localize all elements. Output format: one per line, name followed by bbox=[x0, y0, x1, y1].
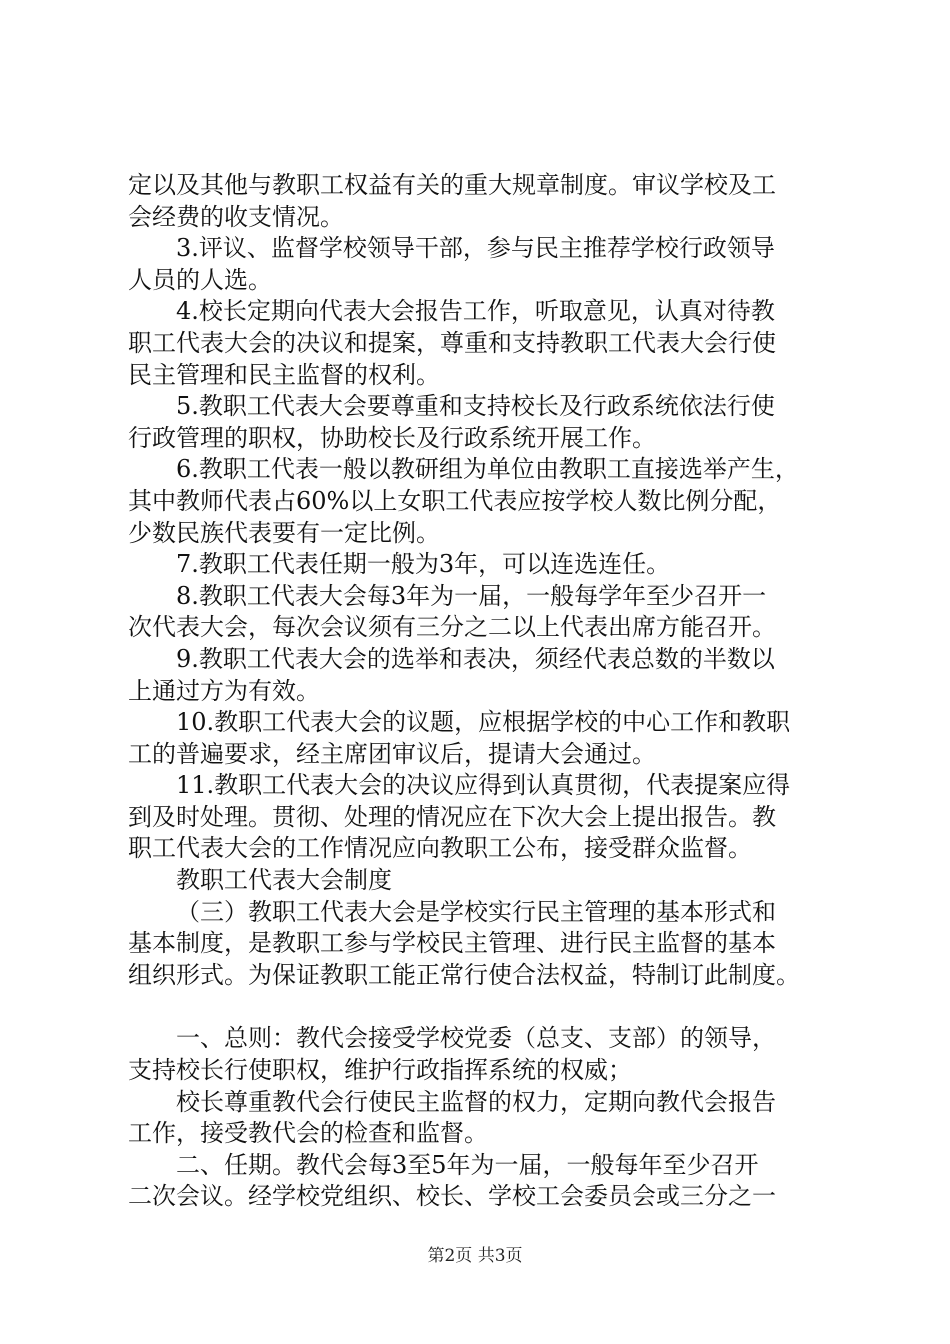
text-line-25: 基本制度，是教职工参与学校民主管理、进行民主监督的基本 bbox=[128, 929, 776, 958]
text-line-18: 10.教职工代表大会的议题，应根据学校的中心工作和教职 bbox=[176, 708, 791, 737]
text-line-2: 会经费的收支情况。 bbox=[128, 202, 344, 231]
paragraph-gap bbox=[128, 991, 848, 1023]
text-line-24: （三）教职工代表大会是学校实行民主管理的基本形式和 bbox=[176, 897, 776, 926]
text-line-32: 二次会议。经学校党组织、校长、学校工会委员会或三分之一 bbox=[128, 1182, 776, 1211]
text-line-28: 支持校长行使职权，维护行政指挥系统的权威； bbox=[128, 1056, 632, 1085]
text-line-26: 组织形式。为保证教职工能正常行使合法权益，特制订此制度。 bbox=[128, 960, 800, 989]
text-line-14: 8.教职工代表大会每3年为一届，一般每学年至少召开一 bbox=[176, 581, 767, 610]
text-line-6: 职工代表大会的决议和提案，尊重和支持教职工代表大会行使 bbox=[128, 328, 776, 357]
text-line-4: 人员的人选。 bbox=[128, 265, 272, 294]
text-line-31: 二、任期。教代会每3至5年为一届，一般每年至少召开 bbox=[176, 1150, 759, 1179]
text-line-7: 民主管理和民主监督的权利。 bbox=[128, 360, 440, 389]
text-line-16: 9.教职工代表大会的选举和表决，须经代表总数的半数以 bbox=[176, 644, 775, 673]
section-heading: 教职工代表大会制度 bbox=[176, 866, 392, 895]
text-line-10: 6.教职工代表一般以教研组为单位由教职工直接选举产生， bbox=[176, 455, 799, 484]
text-line-9: 行政管理的职权，协助校长及行政系统开展工作。 bbox=[128, 423, 656, 452]
text-line-15: 次代表大会，每次会议须有三分之二以上代表出席方能召开。 bbox=[128, 613, 776, 642]
text-line-5: 4.校长定期向代表大会报告工作，听取意见，认真对待教 bbox=[176, 297, 775, 326]
page-number-footer: 第2页 共3页 bbox=[427, 1246, 523, 1266]
document-body bbox=[128, 170, 848, 1213]
text-line-1: 定以及其他与教职工权益有关的重大规章制度。审议学校及工 bbox=[128, 171, 776, 199]
text-line-30: 工作，接受教代会的检查和监督。 bbox=[128, 1119, 488, 1148]
text-line-11: 其中教师代表占60%以上女职工代表应按学校人数比例分配， bbox=[128, 486, 782, 515]
text-line-29: 校长尊重教代会行使民主监督的权力，定期向教代会报告 bbox=[176, 1087, 776, 1116]
text-line-27: 一、总则：教代会接受学校党委（总支、支部）的领导， bbox=[176, 1024, 776, 1053]
text-line-12: 少数民族代表要有一定比例。 bbox=[128, 518, 440, 547]
text-line-22: 职工代表大会的工作情况应向教职工公布，接受群众监督。 bbox=[128, 834, 752, 863]
text-line-13: 7.教职工代表任期一般为3年，可以连选连任。 bbox=[176, 550, 671, 579]
text-line-21: 到及时处理。贯彻、处理的情况应在下次大会上提出报告。教 bbox=[128, 802, 776, 831]
text-line-20: 11.教职工代表大会的决议应得到认真贯彻，代表提案应得 bbox=[176, 771, 791, 800]
text-line-8: 5.教职工代表大会要尊重和支持校长及行政系统依法行使 bbox=[176, 392, 775, 421]
text-line-17: 上通过方为有效。 bbox=[128, 676, 320, 705]
text-line-19: 工的普遍要求，经主席团审议后，提请大会通过。 bbox=[128, 739, 656, 768]
text-line-3: 3.评议、监督学校领导干部，参与民主推荐学校行政领导 bbox=[176, 234, 775, 263]
